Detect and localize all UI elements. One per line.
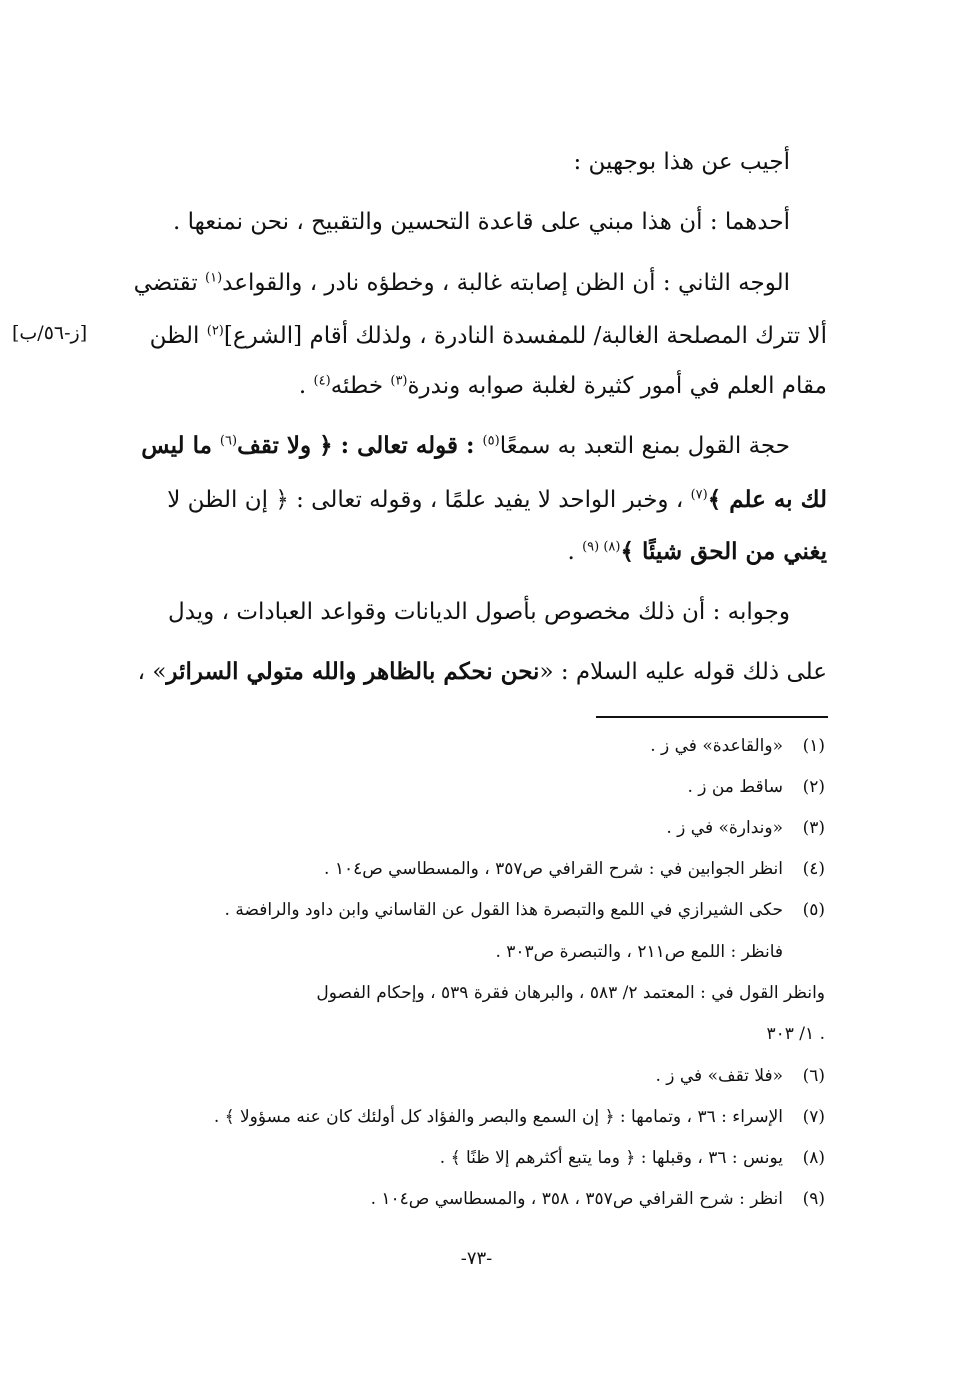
footnote-5-continuation-3 — [767, 1022, 826, 1046]
footnote-ref: (٢) — [206, 323, 224, 339]
footnote-number: (٤) — [802, 859, 825, 879]
body-text: . — [567, 539, 583, 565]
body-text: أحدهما : أن هذا مبني على قاعدة التحسين والتقبيح ، نحن نمنعها . — [173, 209, 790, 235]
footnote-text: الإسراء : ٣٦ ، وتمامها : ﴿ إن السمع والبصر والفؤاد كل أولئك كان عنه مسؤولا ﴾ . — [213, 1107, 783, 1127]
footnote-text: «فلا تقف» في ز . — [655, 1066, 783, 1086]
footnote-5-continuation-2 — [316, 981, 825, 1005]
body-text: . — [298, 373, 314, 399]
footnote-5-continuation-1 — [495, 940, 783, 964]
body-line-5 — [299, 370, 827, 402]
body-line-3 — [134, 267, 790, 299]
body-text: وجوابه : أن ذلك مخصوص بأصول الديانات وقواعد العبادات ، ويدل — [168, 599, 790, 625]
body-text: أجيب عن هذا بوجهين : — [573, 149, 790, 175]
body-text: الظن — [149, 323, 207, 349]
footnote-ref: (٤) — [313, 373, 331, 389]
body-line-6 — [141, 430, 790, 462]
footnote-number: (١) — [802, 736, 825, 756]
footnote-number: (٧) — [802, 1107, 825, 1127]
body-line-7 — [167, 484, 827, 516]
body-text: على ذلك قوله عليه السلام : « — [539, 659, 827, 685]
body-text: مقام العلم في أمور كثيرة لغلبة صوابه وندرة — [407, 373, 827, 399]
footnote-5 — [225, 898, 825, 922]
footnote-ref: (١) — [205, 270, 223, 286]
footnote-text: حكى الشيرازي في اللمع والتبصرة هذا القول عن القاساني وابن داود والرافضة . — [224, 900, 783, 920]
footnote-text: فانظر : اللمع ص٢١١ ، والتبصرة ص٣٠٣ . — [495, 942, 783, 962]
footnote-2 — [687, 775, 825, 799]
footnote-4 — [324, 857, 825, 881]
quran-quote: : قوله تعالى : ﴿ ولا تقف — [237, 432, 483, 459]
manuscript-margin-reference: [ز-٥٦/ب] — [12, 322, 88, 344]
footnote-text: ١/ ٣٠٣ . — [766, 1024, 825, 1044]
body-line-8 — [567, 536, 827, 568]
footnote-text: يونس : ٣٦ ، وقبلها : ﴿ وما يتبع أكثرهم إلا ظنًا ﴾ . — [439, 1148, 783, 1168]
footnote-ref: (٥) — [482, 433, 500, 449]
footnote-text: وانظر القول في : المعتمد ٢/ ٥٨٣ ، والبرهان فقرة ٥٣٩ ، وإحكام الفصول — [316, 983, 825, 1003]
body-line-4 — [150, 320, 827, 352]
body-line-2 — [173, 206, 790, 238]
body-text: حجة القول بمنع التعبد به سمعًا — [499, 433, 790, 459]
footnote-1 — [650, 734, 825, 758]
footnote-number: (٥) — [802, 900, 825, 920]
footnote-number: (٦) — [802, 1066, 825, 1086]
quran-quote: ما ليس — [141, 432, 220, 459]
footnote-8 — [440, 1146, 825, 1170]
footnote-separator — [596, 716, 828, 718]
body-text: خطئه — [330, 373, 391, 399]
footnote-6 — [655, 1064, 825, 1088]
quran-quote: يغني من الحق شيئًا ﴾ — [620, 538, 827, 565]
footnote-7 — [214, 1105, 825, 1129]
footnote-number: (٢) — [802, 777, 825, 797]
body-line-1 — [573, 146, 790, 178]
footnote-text: انظر الجوابين في : شرح القرافي ص٣٥٧ ، والمسطاسي ص١٠٤ . — [324, 859, 783, 879]
body-text: » ، — [137, 659, 167, 685]
footnote-ref: (٣) — [390, 373, 408, 389]
hadith-quote: نحن نحكم بالظاهر والله متولي السرائر — [166, 658, 540, 685]
footnote-number: (٨) — [802, 1148, 825, 1168]
quran-quote: لك به علم ﴾ — [707, 486, 827, 513]
footnote-3 — [666, 816, 825, 840]
footnote-ref: (٧) — [690, 487, 708, 503]
footnote-ref: (٦) — [219, 433, 238, 449]
footnote-ref: (٨) (٩) — [582, 539, 621, 555]
body-line-10 — [138, 656, 827, 688]
body-line-9 — [168, 596, 790, 628]
footnote-9 — [371, 1187, 825, 1211]
footnote-text: انظر : شرح القرافي ص٣٥٧ ، ٣٥٨ ، والمسطاسي ص١٠٤ . — [370, 1189, 783, 1209]
footnote-text: ساقط من ز . — [687, 777, 783, 797]
body-text: ألا تترك المصلحة الغالبة/ للمفسدة النادرة ، ولذلك أقام [الشرع] — [223, 323, 827, 349]
body-text: ، وخبر الواحد لا يفيد علمًا ، وقوله تعالى : ﴿ إن الظن لا — [167, 487, 691, 513]
footnote-text: «والقاعدة» في ز . — [650, 736, 783, 756]
body-text: الوجه الثاني : أن الظن إصابته غالبة ، وخطؤه نادر ، والقواعد — [222, 270, 790, 296]
footnote-number: (٣) — [802, 818, 825, 838]
page-number: -٧٣- — [460, 1248, 493, 1269]
footnote-number: (٩) — [802, 1189, 825, 1209]
footnote-text: «وندارة» في ز . — [666, 818, 783, 838]
body-text: تقتضي — [133, 270, 206, 296]
